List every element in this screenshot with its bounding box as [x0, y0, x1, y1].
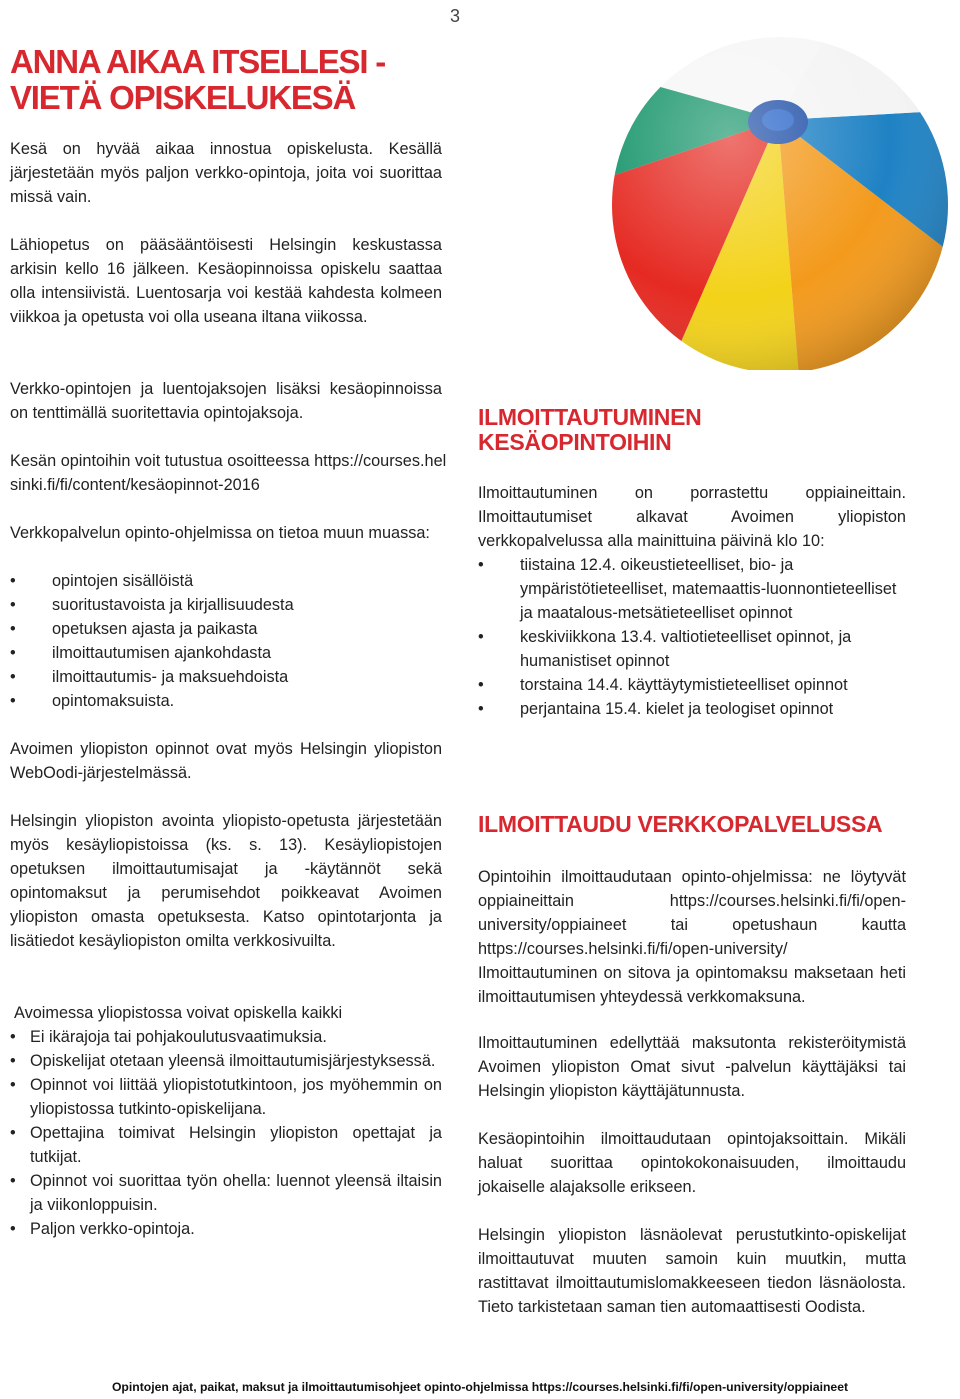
list-item: • tiistaina 12.4. oikeustieteelliset, bio- ja ympäristötieteelliset, matemaattis-luonnontieteelliset ja maatalous-metsätieteelliset opinnot: [478, 553, 906, 625]
opintojaksot-paragraph: Kesäopintoihin ilmoittaudutaan opintojaksoittain. Mikäli haluat suorittaa opintokokonaisuuden, ilmoittaudu jokaiselle alajaksolle erikseen.: [478, 1130, 906, 1196]
kaikki-list: [10, 1025, 442, 1241]
tutustua-paragraph: Kesän opintoihin voit tutustua osoitteessa https://courses.helsinki.fi/fi/content/kesäopinnot-2016: [10, 452, 447, 494]
verkkopalvelu-paragraph: Opintoihin ilmoittaudutaan opinto-ohjelmissa: ne löytyvät oppiaineittain https://courses.helsinki.fi/fi/open-university/oppiaineet tai opetushaun kautta https://courses.helsinki.fi/fi/open-university/ Ilmoittautuminen on sitova ja opintomaksu maksetaan heti ilmoittautumisen yhteydessä verkkomaksuna.: [478, 868, 906, 1006]
list-item: • Paljon verkko-opintoja.: [10, 1217, 442, 1241]
rekisteroityminen-paragraph: Ilmoittautuminen edellyttää maksutonta rekisteröitymistä Avoimen yliopiston Omat sivut -palvelun käyttäjäksi tai Helsingin yliopiston käyttäjätunnusta.: [478, 1034, 906, 1100]
beach-ball-image: [600, 30, 960, 370]
weboodi-paragraph: Avoimen yliopiston opinnot ovat myös Helsingin yliopiston WebOodi-järjestelmässä.: [10, 740, 442, 782]
heading-ilmoittautuminen: ILMOITTAUTUMINEN KESÄOPINTOIHIN: [478, 404, 702, 455]
intro-paragraph: Kesä on hyvää aikaa innostua opiskelusta. Kesällä järjestetään myös paljon verkko-opintoja, joita voi suorittaa missä vain.: [10, 140, 442, 206]
list-item: • torstaina 14.4. käyttäytymistieteelliset opinnot: [478, 673, 906, 697]
list-item: • Ei ikärajoja tai pohjakoulutusvaatimuksia.: [10, 1025, 442, 1049]
list-item: • Opinnot voi liittää yliopistotutkintoon, jos myöhemmin on yliopistossa tutkinto-opiskelijana.: [10, 1073, 442, 1121]
verkkopalvelu-intro: Verkkopalvelun opinto-ohjelmissa on tietoa muun muassa:: [10, 524, 430, 542]
list-item: • Opinnot voi suorittaa työn ohella: luennot yleensä iltaisin ja viikonloppuisin.: [10, 1169, 442, 1217]
lahiopetus-paragraph: Lähiopetus on pääsääntöisesti Helsingin keskustassa arkisin kello 16 jälkeen. Kesäopinnoissa opiskelu saattaa olla intensiivistä. Luentosarja voi kestää kahdesta kolmeen viikkoa ja opetusta voi olla useana iltana viikossa.: [10, 236, 442, 326]
ilmo-dates-list: [478, 553, 906, 721]
kaikki-intro: Avoimessa yliopistossa voivat opiskella kaikki: [14, 1004, 343, 1022]
lasnaolo-paragraph: Helsingin yliopiston läsnäolevat perustutkinto-opiskelijat ilmoittautuvat muuten samoin kuin muutkin, mutta rastittavat ilmoittautumislomakkeeseen tiedon läsnäolosta. Tieto tarkistetaan saman tien automaattisesti Oodista.: [478, 1226, 906, 1316]
list-item: • ilmoittautumisen ajankohdasta: [10, 641, 442, 665]
list-item: • opintojen sisällöistä: [10, 569, 442, 593]
verkko-paragraph: Verkko-opintojen ja luentojaksojen lisäksi kesäopinnoissa on tenttimällä suoritettavia opintojaksoja.: [10, 380, 442, 422]
list-item: • Opiskelijat otetaan yleensä ilmoittautumisjärjestyksessä.: [10, 1049, 442, 1073]
list-item: • Opettajina toimivat Helsingin yliopiston opettajat ja tutkijat.: [10, 1121, 442, 1169]
page-number: 3: [450, 6, 461, 26]
list-item: • suoritustavoista ja kirjallisuudesta: [10, 593, 442, 617]
list-item: • ilmoittautumis- ja maksuehdoista: [10, 665, 442, 689]
kesayliopisto-paragraph: Helsingin yliopiston avointa yliopisto-opetusta järjestetään myös kesäyliopistoissa (ks. s. 13). Kesäyliopistojen opetuksen ilmoittautumisajat ja -käytännöt sekä opintomaksut ja perumisehdot poikkeavat Avoimen yliopiston omasta opetuksesta. Katso opintotarjonta ja lisätiedot kesäyliopiston omilta verkkosivuilta.: [10, 812, 442, 950]
list-item: • perjantaina 15.4. kielet ja teologiset opinnot: [478, 697, 906, 721]
list-item: • opintomaksuista.: [10, 689, 442, 713]
verkkopalvelu-list: [10, 569, 442, 713]
list-item: • keskiviikkona 13.4. valtiotieteelliset opinnot, ja humanistiset opinnot: [478, 625, 906, 673]
list-item: • opetuksen ajasta ja paikasta: [10, 617, 442, 641]
footer-note: Opintojen ajat, paikat, maksut ja ilmoittautumisohjeet opinto-ohjelmissa https://courses.helsinki.fi/fi/open-university/oppiaineet: [111, 1380, 849, 1394]
heading-ilmoittaudu: ILMOITTAUDU VERKKOPALVELUSSA: [478, 811, 883, 837]
page-title: ANNA AIKAA ITSELLESI - VIETÄ OPISKELUKESÄ: [10, 43, 386, 116]
ilmo-intro: Ilmoittautuminen on porrastettu oppiaineittain. Ilmoittautumiset alkavat Avoimen yliopiston verkkopalvelussa alla mainittuina päivinä klo 10:: [478, 484, 906, 550]
